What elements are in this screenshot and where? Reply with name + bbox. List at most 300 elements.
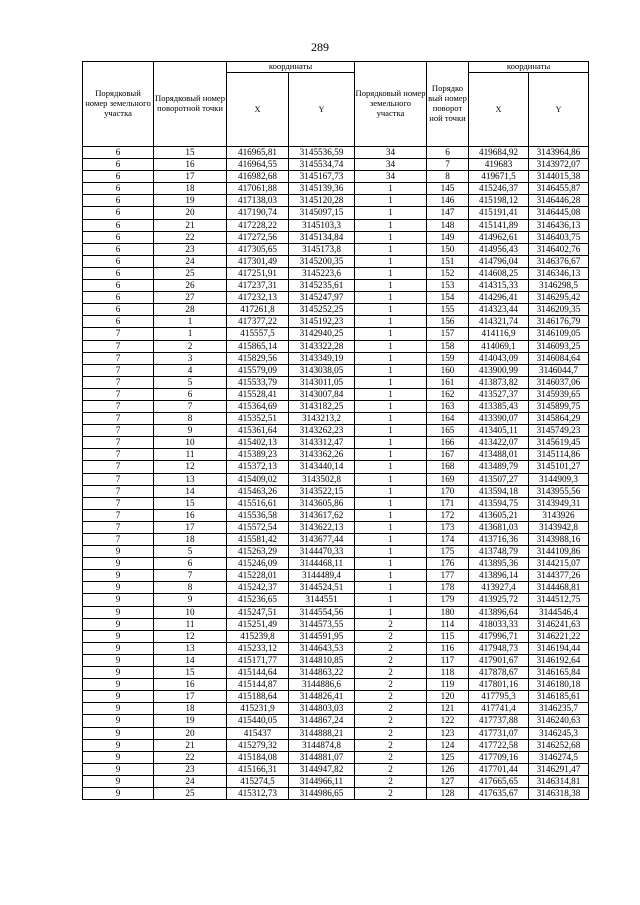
cell-turn-point-right: 155 [427, 304, 469, 316]
cell-x-right: 414043,09 [469, 352, 529, 364]
cell-x: 415579,09 [227, 364, 289, 376]
cell-land-plot-right: 1 [355, 606, 427, 618]
table-row [83, 328, 589, 340]
cell-turn-point-right: 161 [427, 376, 469, 388]
cell-turn-point-right: 177 [427, 570, 469, 582]
cell-turn-point-right: 119 [427, 679, 469, 691]
cell-y-right: 3145939,65 [529, 388, 589, 400]
cell-land-plot: 9 [83, 606, 154, 618]
cell-y: 3144468,11 [289, 558, 355, 570]
cell-land-plot: 9 [83, 715, 154, 727]
cell-land-plot: 6 [83, 267, 154, 279]
cell-x: 415440,05 [227, 715, 289, 727]
cell-turn-point-right: 158 [427, 340, 469, 352]
cell-land-plot: 9 [83, 618, 154, 630]
cell-x: 415557,5 [227, 328, 289, 340]
cell-land-plot: 7 [83, 485, 154, 497]
cell-x-right: 413896,64 [469, 606, 529, 618]
cell-x: 417272,56 [227, 231, 289, 243]
cell-y: 3144867,24 [289, 715, 355, 727]
cell-x-right: 414069,1 [469, 340, 529, 352]
cell-y-right: 3143955,56 [529, 485, 589, 497]
cell-y-right: 3144215,07 [529, 558, 589, 570]
cell-x: 417138,03 [227, 195, 289, 207]
cell-land-plot: 6 [83, 231, 154, 243]
cell-y: 3145247,97 [289, 292, 355, 304]
cell-x-right: 414116,9 [469, 328, 529, 340]
cell-land-plot-right: 1 [355, 546, 427, 558]
cell-x: 415581,42 [227, 534, 289, 546]
cell-turn-point: 15 [154, 497, 227, 509]
cell-y-right: 3146180,18 [529, 679, 589, 691]
table-row [83, 473, 589, 485]
cell-turn-point: 6 [154, 558, 227, 570]
cell-turn-point-right: 153 [427, 280, 469, 292]
cell-turn-point-right: 156 [427, 316, 469, 328]
cell-y: 3144863,22 [289, 667, 355, 679]
cell-land-plot-right: 34 [355, 147, 427, 159]
cell-y-right: 3146240,63 [529, 715, 589, 727]
cell-y: 3143007,84 [289, 388, 355, 400]
cell-turn-point-right: 172 [427, 509, 469, 521]
cell-turn-point-right: 116 [427, 642, 469, 654]
cell-y: 3144888,21 [289, 727, 355, 739]
cell-x-right: 413488,01 [469, 449, 529, 461]
cell-land-plot: 6 [83, 280, 154, 292]
cell-land-plot-right: 34 [355, 159, 427, 171]
cell-y: 3143262,23 [289, 425, 355, 437]
cell-turn-point-right: 162 [427, 388, 469, 400]
cell-x-right: 413507,27 [469, 473, 529, 485]
cell-y: 3145139,36 [289, 183, 355, 195]
cell-x: 416965,81 [227, 147, 289, 159]
cell-land-plot: 9 [83, 570, 154, 582]
cell-x: 415865,14 [227, 340, 289, 352]
cell-y-right: 3146165,84 [529, 667, 589, 679]
cell-x: 415361,64 [227, 425, 289, 437]
table-row [83, 715, 589, 727]
cell-x-right: 415191,41 [469, 207, 529, 219]
cell-land-plot: 6 [83, 171, 154, 183]
cell-turn-point: 24 [154, 255, 227, 267]
table-row [83, 461, 589, 473]
cell-land-plot-right: 1 [355, 413, 427, 425]
cell-y-right: 3144468,81 [529, 582, 589, 594]
cell-y-right: 3143972,07 [529, 159, 589, 171]
cell-land-plot: 7 [83, 473, 154, 485]
table-row [83, 364, 589, 376]
cell-land-plot-right: 1 [355, 280, 427, 292]
cell-y-right: 3143964,86 [529, 147, 589, 159]
table-row [83, 582, 589, 594]
cell-x: 415829,56 [227, 352, 289, 364]
cell-land-plot: 6 [83, 219, 154, 231]
cell-x-right: 413896,14 [469, 570, 529, 582]
cell-y-right: 3146176,79 [529, 316, 589, 328]
cell-y-right: 3146403,75 [529, 231, 589, 243]
cell-y: 3145120,28 [289, 195, 355, 207]
cell-land-plot-right: 1 [355, 183, 427, 195]
cell-y: 3143605,86 [289, 497, 355, 509]
cell-land-plot: 9 [83, 546, 154, 558]
cell-x: 415279,32 [227, 739, 289, 751]
cell-y: 3145192,23 [289, 316, 355, 328]
cell-x: 417305,65 [227, 243, 289, 255]
cell-y-right: 3145114,86 [529, 449, 589, 461]
cell-land-plot: 7 [83, 364, 154, 376]
cell-y-right: 3144512,75 [529, 594, 589, 606]
cell-y-right: 3146436,13 [529, 219, 589, 231]
cell-turn-point-right: 118 [427, 667, 469, 679]
cell-turn-point-right: 173 [427, 521, 469, 533]
table-row [83, 703, 589, 715]
cell-turn-point-right: 168 [427, 461, 469, 473]
cell-turn-point: 12 [154, 630, 227, 642]
cell-x: 415402,13 [227, 437, 289, 449]
cell-land-plot: 9 [83, 558, 154, 570]
cell-turn-point-right: 122 [427, 715, 469, 727]
cell-y-right: 3146445,08 [529, 207, 589, 219]
table-row [83, 618, 589, 630]
cell-land-plot-right: 1 [355, 400, 427, 412]
cell-y-right: 3143942,8 [529, 521, 589, 533]
cell-turn-point-right: 159 [427, 352, 469, 364]
cell-land-plot: 6 [83, 195, 154, 207]
cell-x: 417237,31 [227, 280, 289, 292]
cell-y-right: 3146298,5 [529, 280, 589, 292]
cell-x: 415389,23 [227, 449, 289, 461]
cell-x: 415463,26 [227, 485, 289, 497]
cell-x: 417301,49 [227, 255, 289, 267]
cell-y-right: 3146274,5 [529, 751, 589, 763]
cell-x-right: 413594,75 [469, 497, 529, 509]
cell-x-right: 417948,73 [469, 642, 529, 654]
cell-y: 3144591,95 [289, 630, 355, 642]
cell-land-plot: 9 [83, 667, 154, 679]
header-coordinates-right: координаты [469, 62, 589, 73]
cell-turn-point-right: 146 [427, 195, 469, 207]
table-row [83, 534, 589, 546]
cell-turn-point-right: 166 [427, 437, 469, 449]
cell-y-right: 3145864,29 [529, 413, 589, 425]
cell-land-plot-right: 1 [355, 267, 427, 279]
table-row [83, 449, 589, 461]
cell-y: 3145097,15 [289, 207, 355, 219]
cell-x: 415236,65 [227, 594, 289, 606]
cell-turn-point: 13 [154, 642, 227, 654]
cell-x: 415536,58 [227, 509, 289, 521]
cell-land-plot-right: 2 [355, 679, 427, 691]
cell-x-right: 413716,36 [469, 534, 529, 546]
cell-x-right: 413900,99 [469, 364, 529, 376]
cell-x: 415364,69 [227, 400, 289, 412]
cell-x: 415352,51 [227, 413, 289, 425]
cell-land-plot: 6 [83, 255, 154, 267]
cell-turn-point: 14 [154, 485, 227, 497]
cell-x-right: 418033,33 [469, 618, 529, 630]
cell-turn-point-right: 6 [427, 147, 469, 159]
cell-turn-point-right: 164 [427, 413, 469, 425]
cell-y: 3145223,6 [289, 267, 355, 279]
header-x: X [227, 73, 289, 147]
cell-land-plot-right: 1 [355, 449, 427, 461]
cell-turn-point: 19 [154, 715, 227, 727]
cell-turn-point-right: 149 [427, 231, 469, 243]
cell-x-right: 413405,11 [469, 425, 529, 437]
cell-turn-point: 7 [154, 570, 227, 582]
cell-x-right: 414296,41 [469, 292, 529, 304]
cell-x-right: 419683 [469, 159, 529, 171]
cell-turn-point-right: 8 [427, 171, 469, 183]
cell-x-right: 417635,67 [469, 787, 529, 799]
table-row [83, 219, 589, 231]
table-row [83, 171, 589, 183]
cell-turn-point: 19 [154, 195, 227, 207]
cell-x-right: 417901,67 [469, 654, 529, 666]
cell-turn-point: 23 [154, 243, 227, 255]
header-land-plot-number-right: Порядковый номер земельного участка [355, 62, 427, 147]
cell-land-plot: 9 [83, 763, 154, 775]
table-row [83, 485, 589, 497]
cell-land-plot-right: 2 [355, 703, 427, 715]
cell-turn-point-right: 148 [427, 219, 469, 231]
table-row [83, 775, 589, 787]
cell-y-right: 3146295,42 [529, 292, 589, 304]
cell-turn-point: 6 [154, 388, 227, 400]
cell-y-right: 3146235,7 [529, 703, 589, 715]
table-row [83, 509, 589, 521]
header-land-plot-number: Порядковый номер земельного участка [83, 62, 154, 147]
cell-y: 3143617,62 [289, 509, 355, 521]
header-turn-point-number-right: Порядко вый номер поворот ной точки [427, 62, 469, 147]
table-row [83, 437, 589, 449]
cell-land-plot: 6 [83, 316, 154, 328]
cell-x-right: 414956,43 [469, 243, 529, 255]
cell-x: 415166,31 [227, 763, 289, 775]
cell-x: 415144,87 [227, 679, 289, 691]
table-row [83, 727, 589, 739]
cell-turn-point-right: 160 [427, 364, 469, 376]
cell-y: 3143622,13 [289, 521, 355, 533]
cell-y-right: 3146446,28 [529, 195, 589, 207]
cell-turn-point: 21 [154, 219, 227, 231]
cell-turn-point-right: 151 [427, 255, 469, 267]
cell-land-plot-right: 1 [355, 243, 427, 255]
cell-y-right: 3143949,31 [529, 497, 589, 509]
cell-y: 3143011,05 [289, 376, 355, 388]
cell-x: 417377,22 [227, 316, 289, 328]
cell-x-right: 414315,33 [469, 280, 529, 292]
cell-y: 3144947,82 [289, 763, 355, 775]
cell-land-plot: 7 [83, 461, 154, 473]
cell-land-plot-right: 1 [355, 304, 427, 316]
cell-x-right: 417731,07 [469, 727, 529, 739]
cell-y: 3143038,05 [289, 364, 355, 376]
cell-turn-point-right: 7 [427, 159, 469, 171]
cell-x: 417261,8 [227, 304, 289, 316]
cell-turn-point-right: 117 [427, 654, 469, 666]
cell-turn-point: 12 [154, 461, 227, 473]
cell-land-plot: 7 [83, 340, 154, 352]
cell-x-right: 413422,07 [469, 437, 529, 449]
cell-land-plot: 9 [83, 787, 154, 799]
cell-land-plot-right: 1 [355, 425, 427, 437]
cell-turn-point: 25 [154, 787, 227, 799]
cell-land-plot: 7 [83, 534, 154, 546]
cell-y: 3145134,84 [289, 231, 355, 243]
cell-y: 3143502,8 [289, 473, 355, 485]
cell-turn-point: 8 [154, 582, 227, 594]
cell-turn-point-right: 125 [427, 751, 469, 763]
cell-land-plot-right: 1 [355, 570, 427, 582]
cell-land-plot: 9 [83, 775, 154, 787]
cell-land-plot-right: 1 [355, 388, 427, 400]
cell-x-right: 413527,37 [469, 388, 529, 400]
cell-turn-point-right: 152 [427, 267, 469, 279]
cell-turn-point-right: 123 [427, 727, 469, 739]
cell-land-plot: 7 [83, 400, 154, 412]
cell-land-plot: 7 [83, 437, 154, 449]
cell-land-plot-right: 1 [355, 509, 427, 521]
cell-x-right: 419684,92 [469, 147, 529, 159]
cell-y-right: 3144015,38 [529, 171, 589, 183]
cell-turn-point: 16 [154, 159, 227, 171]
page-number: 289 [311, 40, 329, 54]
cell-turn-point-right: 180 [427, 606, 469, 618]
table-row [83, 763, 589, 775]
cell-y-right: 3145749,23 [529, 425, 589, 437]
table-row [83, 691, 589, 703]
cell-y-right: 3146376,67 [529, 255, 589, 267]
cell-land-plot-right: 1 [355, 340, 427, 352]
cell-x: 416964,55 [227, 159, 289, 171]
cell-y: 3144803,03 [289, 703, 355, 715]
cell-land-plot: 6 [83, 207, 154, 219]
cell-land-plot-right: 1 [355, 292, 427, 304]
cell-y-right: 3145101,27 [529, 461, 589, 473]
cell-land-plot-right: 2 [355, 618, 427, 630]
cell-y: 3143322,28 [289, 340, 355, 352]
cell-land-plot-right: 2 [355, 739, 427, 751]
cell-land-plot: 9 [83, 654, 154, 666]
cell-y-right: 3146314,81 [529, 775, 589, 787]
cell-y-right: 3146252,68 [529, 739, 589, 751]
cell-land-plot: 9 [83, 739, 154, 751]
cell-y: 3145103,3 [289, 219, 355, 231]
table-row [83, 231, 589, 243]
table-row [83, 195, 589, 207]
table-row [83, 400, 589, 412]
cell-land-plot-right: 1 [355, 521, 427, 533]
table-row [83, 304, 589, 316]
table-row [83, 340, 589, 352]
cell-turn-point-right: 115 [427, 630, 469, 642]
table-row [83, 425, 589, 437]
table-row [83, 787, 589, 799]
cell-x-right: 417801,16 [469, 679, 529, 691]
cell-land-plot-right: 2 [355, 642, 427, 654]
cell-turn-point-right: 127 [427, 775, 469, 787]
cell-land-plot: 6 [83, 243, 154, 255]
cell-turn-point-right: 114 [427, 618, 469, 630]
cell-x-right: 417665,65 [469, 775, 529, 787]
cell-x-right: 415141,89 [469, 219, 529, 231]
cell-turn-point-right: 169 [427, 473, 469, 485]
cell-land-plot: 7 [83, 388, 154, 400]
cell-land-plot: 9 [83, 703, 154, 715]
cell-turn-point: 8 [154, 413, 227, 425]
cell-turn-point: 24 [154, 775, 227, 787]
cell-x-right: 417737,88 [469, 715, 529, 727]
cell-land-plot: 9 [83, 630, 154, 642]
cell-x: 415171,77 [227, 654, 289, 666]
cell-x: 417232,13 [227, 292, 289, 304]
cell-x: 415533,79 [227, 376, 289, 388]
cell-y-right: 3146318,38 [529, 787, 589, 799]
cell-y-right: 3146185,61 [529, 691, 589, 703]
cell-turn-point-right: 120 [427, 691, 469, 703]
cell-turn-point-right: 126 [427, 763, 469, 775]
cell-land-plot: 9 [83, 679, 154, 691]
cell-x-right: 419671,5 [469, 171, 529, 183]
table-row [83, 739, 589, 751]
cell-x-right: 413925,72 [469, 594, 529, 606]
cell-turn-point: 13 [154, 473, 227, 485]
cell-land-plot-right: 2 [355, 654, 427, 666]
cell-turn-point: 1 [154, 328, 227, 340]
table-row [83, 413, 589, 425]
cell-land-plot-right: 1 [355, 219, 427, 231]
cell-x-right: 413390,07 [469, 413, 529, 425]
cell-turn-point: 26 [154, 280, 227, 292]
cell-x-right: 413594,18 [469, 485, 529, 497]
cell-turn-point-right: 167 [427, 449, 469, 461]
cell-turn-point: 28 [154, 304, 227, 316]
cell-land-plot: 7 [83, 328, 154, 340]
cell-x-right: 413748,79 [469, 546, 529, 558]
cell-land-plot-right: 2 [355, 691, 427, 703]
table-row [83, 388, 589, 400]
cell-land-plot-right: 1 [355, 461, 427, 473]
cell-turn-point: 15 [154, 147, 227, 159]
cell-turn-point: 1 [154, 316, 227, 328]
cell-y-right: 3146084,64 [529, 352, 589, 364]
cell-land-plot: 9 [83, 751, 154, 763]
table-row [83, 267, 589, 279]
cell-x-right: 417996,71 [469, 630, 529, 642]
cell-x: 415231,9 [227, 703, 289, 715]
table-row [83, 255, 589, 267]
cell-land-plot-right: 1 [355, 352, 427, 364]
cell-y-right: 3146221,22 [529, 630, 589, 642]
cell-y: 3144810,85 [289, 654, 355, 666]
table-row [83, 679, 589, 691]
cell-land-plot-right: 1 [355, 473, 427, 485]
cell-y-right: 3146291,47 [529, 763, 589, 775]
cell-turn-point: 25 [154, 267, 227, 279]
cell-y-right: 3146109,05 [529, 328, 589, 340]
cell-turn-point: 22 [154, 231, 227, 243]
cell-turn-point: 16 [154, 509, 227, 521]
cell-y-right: 3146455,87 [529, 183, 589, 195]
cell-x-right: 414796,04 [469, 255, 529, 267]
cell-land-plot-right: 1 [355, 534, 427, 546]
cell-land-plot: 7 [83, 413, 154, 425]
cell-y-right: 3146209,35 [529, 304, 589, 316]
cell-x-right: 413385,43 [469, 400, 529, 412]
cell-land-plot: 7 [83, 376, 154, 388]
table-row [83, 521, 589, 533]
